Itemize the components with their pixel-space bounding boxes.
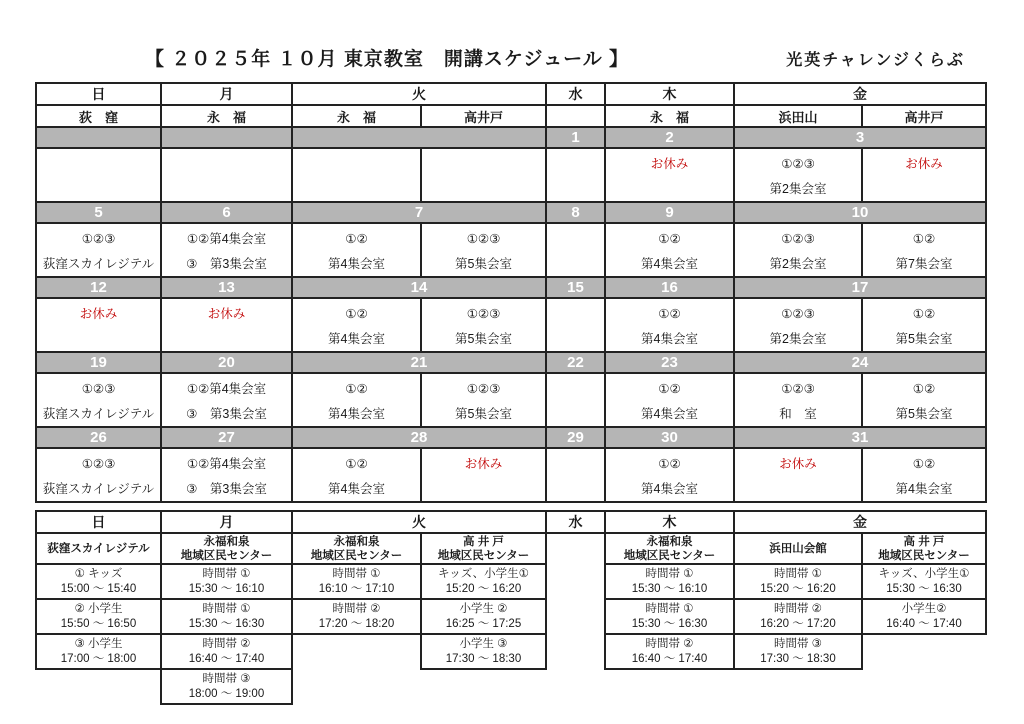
schedule-cell: [605, 223, 734, 277]
schedule-cell: [421, 298, 546, 352]
schedule-cell: [734, 298, 862, 352]
cell-text: 地域区民センター: [437, 549, 530, 562]
cell-text: ③ 第3集会室: [186, 257, 267, 271]
cell-text: ①②: [345, 382, 368, 396]
date-cell: [292, 127, 546, 148]
cell-text: 時間帯 ①: [645, 602, 694, 615]
legend-day-header-cell: 月: [161, 511, 292, 533]
cell-text: 第5集会室: [455, 332, 512, 346]
cell-text: 15:20 ～ 16:20: [760, 582, 836, 595]
venue-header-cell: 高井戸: [862, 105, 986, 127]
date-cell: 16: [605, 277, 734, 298]
cell-text: 第4集会室: [641, 332, 698, 346]
schedule-cell: [605, 448, 734, 502]
cell-text: 第4集会室: [895, 482, 953, 496]
cell-text: 時間帯 ②: [645, 637, 694, 650]
cell-text: 時間帯 ③: [202, 672, 251, 685]
schedule-cell: [161, 373, 292, 427]
cell-text: 15:20 ～ 16:20: [445, 582, 522, 595]
date-cell: 22: [546, 352, 605, 373]
legend-empty-cell: [862, 669, 986, 704]
venue-header-cell: 永 福: [605, 105, 734, 127]
legend-slot-cell: [36, 599, 161, 634]
cell-text: 第4集会室: [641, 257, 698, 271]
schedule-cell: [421, 223, 546, 277]
legend-slot-cell: [734, 599, 862, 634]
legend-slot-cell: [161, 599, 292, 634]
date-cell: 12: [36, 277, 161, 298]
schedule-cell: [734, 373, 862, 427]
legend-slot-cell: [421, 564, 546, 599]
cell-text: 浜田山会館: [769, 542, 827, 555]
legend-day-header-cell: 水: [546, 511, 605, 533]
cell-text: 第5集会室: [455, 407, 512, 421]
date-cell: 20: [161, 352, 292, 373]
venue-header-cell: 永 福: [292, 105, 421, 127]
legend-venue-cell: [605, 533, 734, 564]
schedule-cell: [421, 148, 546, 202]
date-cell: 3: [734, 127, 986, 148]
schedule-cell: [292, 448, 421, 502]
cell-text: 永福和泉: [203, 535, 250, 548]
venue-header-cell: 永 福: [161, 105, 292, 127]
cell-text: ①②: [345, 232, 368, 246]
date-cell: 28: [292, 427, 546, 448]
cell-text: 荻窪スカイレジテル: [47, 542, 150, 555]
legend-slot-cell: [605, 634, 734, 669]
schedule-cell: [421, 448, 546, 502]
legend-slot-cell: [862, 564, 986, 599]
legend-empty-cell: [546, 599, 605, 634]
title-bar: [35, 44, 985, 71]
cell-text: ①②第4集会室: [186, 382, 267, 396]
cell-text: 15:30 ～ 16:30: [188, 617, 265, 630]
cell-text: 17:30 ～ 18:30: [760, 652, 836, 665]
date-cell: 21: [292, 352, 546, 373]
schedule-cell: [292, 373, 421, 427]
cell-text: 時間帯 ①: [202, 567, 251, 580]
cell-text: 時間帯 ①: [645, 567, 694, 580]
cell-text: 第2集会室: [769, 332, 827, 346]
cell-text: 第4集会室: [641, 407, 698, 421]
schedule-cell: [36, 148, 161, 202]
cell-text: ③ 小学生: [74, 637, 123, 650]
legend-empty-cell: [292, 634, 421, 669]
cell-text: ③ 第3集会室: [186, 407, 267, 421]
schedule-cell: [862, 373, 986, 427]
cell-text: 15:30 ～ 16:30: [631, 617, 708, 630]
venue-header-cell: 高井戸: [421, 105, 546, 127]
day-header-cell: 日: [36, 83, 161, 105]
date-cell: 15: [546, 277, 605, 298]
venue-header-cell: [546, 105, 605, 127]
cell-text: ①②: [345, 307, 368, 321]
legend-empty-cell: [862, 634, 986, 669]
cell-text: 小学生②: [901, 602, 947, 615]
schedule-cell: [546, 448, 605, 502]
schedule-cell: [734, 148, 862, 202]
cell-text: ①②③: [81, 232, 116, 246]
legend-slot-cell: [36, 634, 161, 669]
cell-text: 第4集会室: [328, 482, 385, 496]
cell-text: ① キッズ: [74, 567, 123, 580]
legend-slot-cell: [292, 599, 421, 634]
schedule-cell: [36, 223, 161, 277]
date-cell: 13: [161, 277, 292, 298]
cell-text: 時間帯 ②: [773, 602, 822, 615]
cell-text: お休み: [464, 457, 503, 471]
cell-text: 時間帯 ②: [332, 602, 381, 615]
schedule-cell: [292, 298, 421, 352]
schedule-cell: [862, 448, 986, 502]
date-cell: 23: [605, 352, 734, 373]
cell-text: ①②: [912, 232, 936, 246]
legend-slot-cell: [862, 599, 986, 634]
date-cell: 14: [292, 277, 546, 298]
schedule-cell: [734, 223, 862, 277]
cell-text: ①②③: [81, 457, 116, 471]
schedule-cell: [734, 448, 862, 502]
legend-slot-cell: [36, 564, 161, 599]
cell-text: 17:30 ～ 18:30: [445, 652, 522, 665]
schedule-cell: [546, 223, 605, 277]
schedule-cell: [161, 223, 292, 277]
cell-text: ①②③: [466, 382, 501, 396]
schedule-cell: [36, 448, 161, 502]
date-cell: 5: [36, 202, 161, 223]
date-cell: 24: [734, 352, 986, 373]
cell-text: 地域区民センター: [180, 549, 273, 562]
cell-text: 地域区民センター: [878, 549, 970, 562]
cell-text: 小学生 ③: [459, 637, 508, 650]
schedule-cell: [546, 148, 605, 202]
cell-text: 地域区民センター: [623, 549, 716, 562]
schedule-cell: [161, 448, 292, 502]
schedule-cell: [546, 373, 605, 427]
cell-text: ①②: [658, 382, 681, 396]
cell-text: ①②: [658, 232, 681, 246]
cell-text: ①②第4集会室: [186, 457, 267, 471]
cell-text: 第4集会室: [641, 482, 698, 496]
schedule-cell: [421, 373, 546, 427]
cell-text: ①②: [658, 457, 681, 471]
cell-text: 15:50 ～ 16:50: [60, 617, 137, 630]
cell-text: 16:40 ～ 17:40: [188, 652, 265, 665]
day-header-cell: 金: [734, 83, 986, 105]
legend-table: [35, 510, 987, 705]
legend-empty-cell: [734, 669, 862, 704]
cell-text: 16:25 ～ 17:25: [445, 617, 522, 630]
cell-text: 永福和泉: [333, 535, 380, 548]
cell-text: ①②: [658, 307, 681, 321]
day-header-cell: 木: [605, 83, 734, 105]
legend-empty-cell: [292, 669, 421, 704]
legend-empty-cell: [546, 564, 605, 599]
date-cell: [161, 127, 292, 148]
cell-text: 15:30 ～ 16:10: [631, 582, 708, 595]
legend-slot-cell: [161, 634, 292, 669]
cell-text: ①②第4集会室: [186, 232, 267, 246]
schedule-cell: [292, 223, 421, 277]
date-cell: 8: [546, 202, 605, 223]
cell-text: 小学生 ②: [459, 602, 508, 615]
cell-text: 第2集会室: [769, 182, 827, 196]
legend-day-header-cell: 日: [36, 511, 161, 533]
date-cell: 1: [546, 127, 605, 148]
cell-text: 第2集会室: [769, 257, 827, 271]
date-cell: 2: [605, 127, 734, 148]
legend-empty-cell: [36, 669, 161, 704]
cell-text: 第5集会室: [455, 257, 512, 271]
legend-slot-cell: [605, 564, 734, 599]
date-cell: 19: [36, 352, 161, 373]
legend-venue-cell: [161, 533, 292, 564]
club-name: 光英チャレンジくらぶ: [786, 52, 965, 69]
cell-text: 永福和泉: [646, 535, 693, 548]
legend-slot-cell: [421, 634, 546, 669]
cell-text: ③ 第3集会室: [186, 482, 267, 496]
legend-slot-cell: [161, 669, 292, 704]
date-cell: 30: [605, 427, 734, 448]
legend-slot-cell: [292, 564, 421, 599]
schedule-cell: [862, 223, 986, 277]
schedule-cell: [862, 298, 986, 352]
cell-text: キッズ、小学生①: [438, 567, 529, 580]
cell-text: お休み: [779, 457, 817, 471]
cell-text: 15:30 ～ 16:30: [886, 582, 962, 595]
date-cell: 27: [161, 427, 292, 448]
cell-text: お休み: [79, 307, 118, 321]
cell-text: 18:00 ～ 19:00: [188, 687, 265, 700]
legend-day-header-cell: 金: [734, 511, 986, 533]
date-cell: 10: [734, 202, 986, 223]
date-cell: 29: [546, 427, 605, 448]
schedule-cell: [605, 373, 734, 427]
cell-text: 15:30 ～ 16:10: [188, 582, 265, 595]
legend-slot-cell: [734, 634, 862, 669]
cell-text: お休み: [650, 157, 689, 171]
legend-empty-cell: [421, 669, 546, 704]
schedule-cell: [546, 298, 605, 352]
cell-text: ①②③: [466, 307, 501, 321]
legend-venue-cell: [36, 533, 161, 564]
cell-text: キッズ、小学生①: [878, 567, 970, 580]
day-header-cell: 月: [161, 83, 292, 105]
cell-text: ①②③: [81, 382, 116, 396]
schedule-cell: [161, 148, 292, 202]
legend-slot-cell: [421, 599, 546, 634]
legend-day-header-cell: 火: [292, 511, 546, 533]
cell-text: 時間帯 ③: [773, 637, 822, 650]
cell-text: 16:20 ～ 17:20: [760, 617, 836, 630]
legend-venue-cell: [292, 533, 421, 564]
cell-text: 荻窪スカイレジテル: [42, 257, 155, 271]
calendar-table: [35, 82, 987, 503]
cell-text: 時間帯 ①: [332, 567, 381, 580]
legend-slot-cell: [161, 564, 292, 599]
schedule-cell: [862, 148, 986, 202]
cell-text: 16:40 ～ 17:40: [886, 617, 962, 630]
cell-text: 17:20 ～ 18:20: [318, 617, 395, 630]
cell-text: 和 室: [779, 407, 817, 421]
cell-text: ② 小学生: [74, 602, 123, 615]
cell-text: 荻窪スカイレジテル: [42, 407, 155, 421]
cell-text: ①②: [345, 457, 368, 471]
cell-text: 高 井 戸: [463, 535, 504, 548]
cell-text: 第4集会室: [328, 257, 385, 271]
cell-text: ①②③: [781, 307, 815, 321]
cell-text: 15:00 ～ 15:40: [60, 582, 137, 595]
legend-day-header-cell: 木: [605, 511, 734, 533]
cell-text: 第7集会室: [895, 257, 953, 271]
cell-text: 16:10 ～ 17:10: [318, 582, 395, 595]
cell-text: 第4集会室: [328, 332, 385, 346]
schedule-cell: [36, 373, 161, 427]
date-cell: 7: [292, 202, 546, 223]
cell-text: 第5集会室: [895, 332, 953, 346]
schedule-cell: [161, 298, 292, 352]
venue-header-cell: 浜田山: [734, 105, 862, 127]
cell-text: ①②③: [466, 232, 501, 246]
legend-empty-cell: [546, 533, 605, 564]
cell-text: お休み: [905, 157, 943, 171]
cell-text: 第5集会室: [895, 407, 953, 421]
legend-slot-cell: [734, 564, 862, 599]
legend-slot-cell: [605, 599, 734, 634]
cell-text: ①②③: [781, 232, 815, 246]
legend-empty-cell: [546, 634, 605, 669]
schedule-cell: [36, 298, 161, 352]
cell-text: 第4集会室: [328, 407, 385, 421]
cell-text: 時間帯 ①: [202, 602, 251, 615]
cell-text: ①②③: [781, 382, 815, 396]
date-cell: 9: [605, 202, 734, 223]
cell-text: 16:40 ～ 17:40: [631, 652, 708, 665]
day-header-cell: 水: [546, 83, 605, 105]
cell-text: ①②: [912, 457, 936, 471]
date-cell: 26: [36, 427, 161, 448]
schedule-cell: [292, 148, 421, 202]
cell-text: ①②: [912, 307, 936, 321]
date-cell: 6: [161, 202, 292, 223]
cell-text: ①②: [912, 382, 936, 396]
cell-text: 地域区民センター: [310, 549, 403, 562]
cell-text: 時間帯 ②: [202, 637, 251, 650]
day-header-cell: 火: [292, 83, 546, 105]
cell-text: 荻窪スカイレジテル: [42, 482, 155, 496]
cell-text: 高 井 戸: [903, 535, 945, 548]
page-title: 【 ２０２５年 １０月 東京教室 開講スケジュール 】: [145, 49, 629, 70]
legend-venue-cell: [862, 533, 986, 564]
cell-text: 17:00 ～ 18:00: [60, 652, 137, 665]
legend-venue-cell: [734, 533, 862, 564]
schedule-cell: [605, 148, 734, 202]
cell-text: ①②③: [781, 157, 815, 171]
schedule-cell: [605, 298, 734, 352]
cell-text: お休み: [207, 307, 246, 321]
legend-empty-cell: [605, 669, 734, 704]
date-cell: [36, 127, 161, 148]
legend-venue-cell: [421, 533, 546, 564]
date-cell: 31: [734, 427, 986, 448]
legend-empty-cell: [546, 669, 605, 704]
cell-text: 時間帯 ①: [773, 567, 822, 580]
date-cell: 17: [734, 277, 986, 298]
venue-header-cell: 荻 窪: [36, 105, 161, 127]
